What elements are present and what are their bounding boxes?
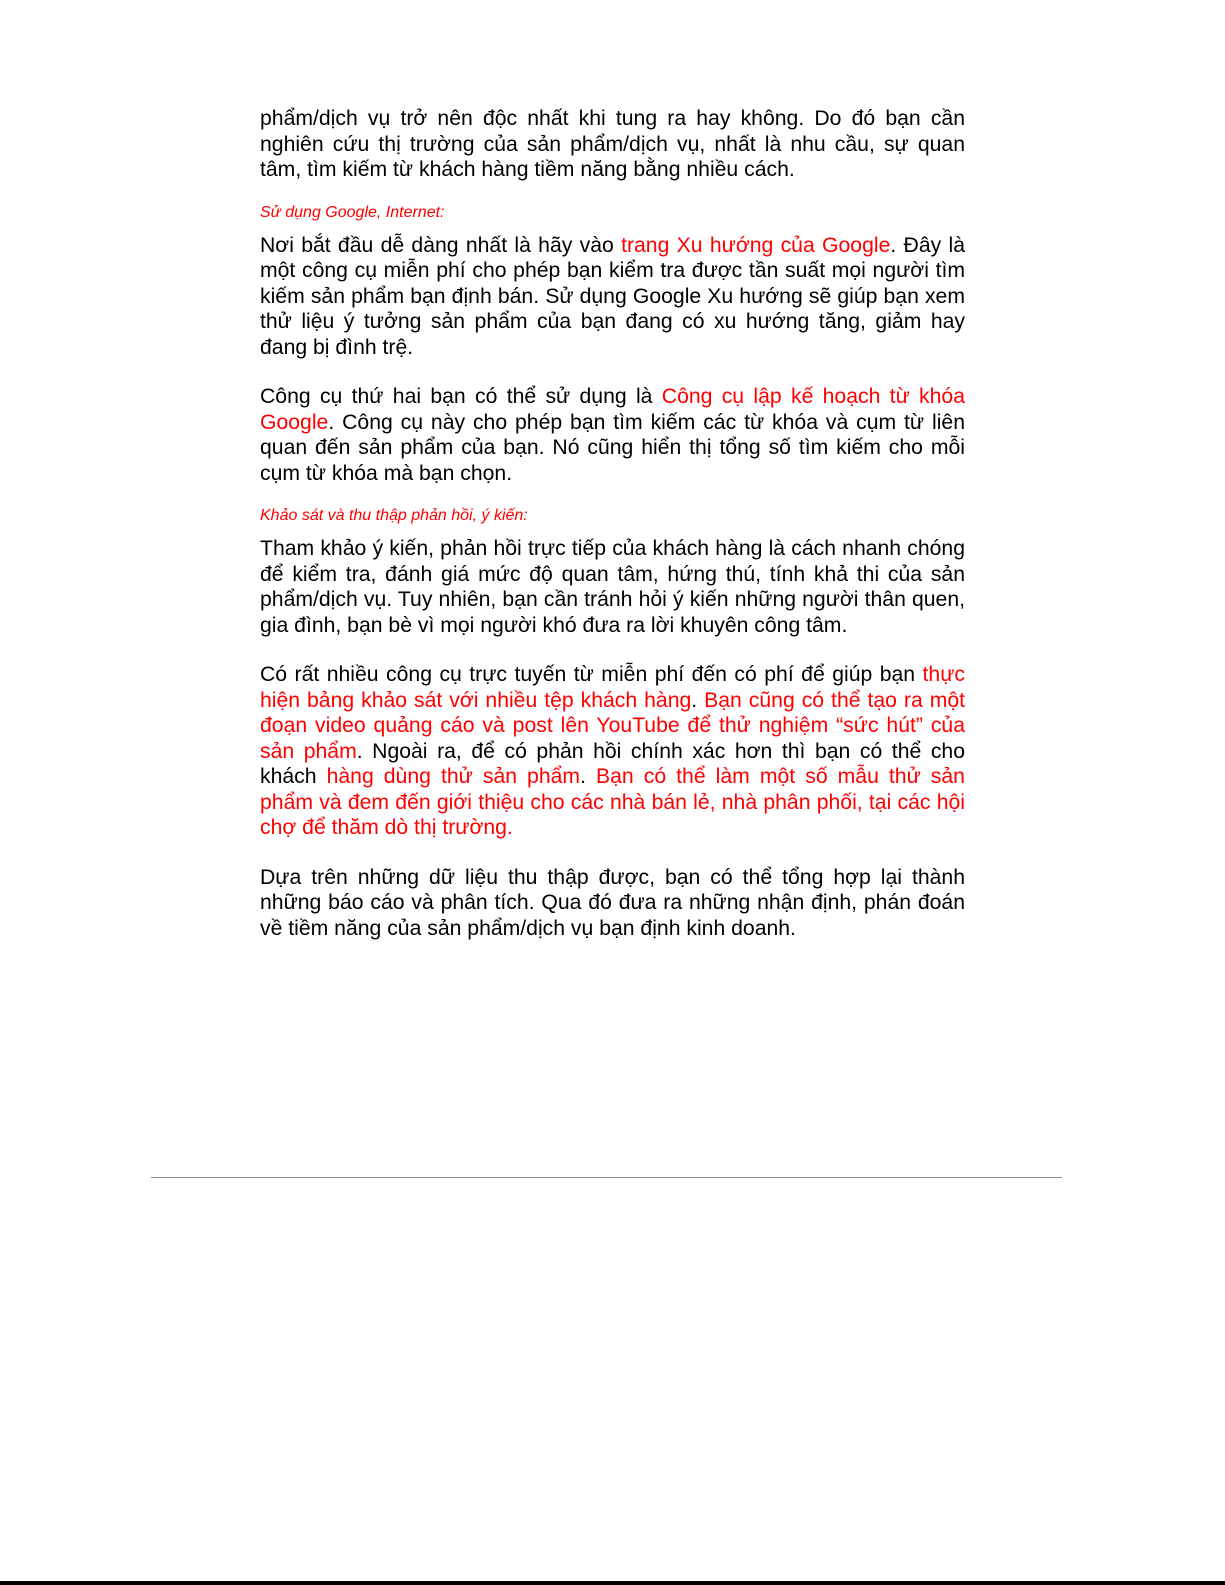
spacer [260,841,965,865]
spacer [260,183,965,203]
text-run: . [580,765,596,788]
subheading-survey-feedback: Khảo sát và thu thập phản hồi, ý kiến: [260,507,528,524]
document-body [260,106,965,941]
text-run: . [691,688,705,712]
paragraph-conclusion: Dựa trên những dữ liệu thu thập được, bạn có thể tổng hợp lại thành những báo cáo và phân tích. Qua đó đưa ra những nhận định, phán đoán về tiềm năng của sản phẩm/dịch vụ bạn định kinh doanh. [260,865,965,940]
paragraph-online-tools [260,662,965,841]
footer-divider [151,1177,1062,1178]
spacer [260,360,965,384]
link-product-samples[interactable]: Bạn có thể làm một số mẫu thử sản phẩm và đem đến giới thiệu cho các nhà bán lẻ, nhà phân phối, tại các hội chợ để thăm dò thị trường. [260,765,965,839]
text-run: Công cụ thứ hai bạn có thể sử dụng là [260,385,662,408]
text-run: Có rất nhiều công cụ trực tuyến từ miễn phí đến có phí để giúp bạn [260,663,923,686]
link-google-trends[interactable]: trang Xu hướng của Google [621,233,891,257]
paragraph-customer-feedback: Tham khảo ý kiến, phản hồi trực tiếp của khách hàng là cách nhanh chóng để kiểm tra, đánh giá mức độ quan tâm, hứng thú, tính khả thi của sản phẩm/dịch vụ. Tuy nhiên, bạn cần tránh hỏi ý kiến những người thân quen, gia đình, bạn bè vì mọi người khó đưa ra lời khuyên công tâm. [260,537,965,637]
paragraph-keyword-planner [260,384,965,486]
subheading-google-internet: Sử dụng Google, Internet: [260,203,445,221]
spacer [260,486,965,506]
spacer [260,223,965,233]
text-run: . Đây là một công cụ miễn phí cho phép bạn kiểm tra được tần suất mọi người tìm kiếm sản phẩm bạn định bán. Sử dụng Google Xu hướng sẽ giúp bạn xem thử liệu ý tưởng sản phẩm của bạn đang có xu hướng tăng, giảm hay đang bị đình trệ. [260,233,965,359]
spacer [260,526,965,536]
text-run: Nơi bắt đầu dễ dàng nhất là hãy vào [260,233,622,257]
link-youtube-video[interactable]: Bạn cũng có thể tạo ra một đoạn video quảng cáo và post lên YouTube để thử nghiệm “sức hút” của sản phẩm [260,688,966,763]
page-bottom-edge [0,1581,1225,1585]
paragraph-intro: phẩm/dịch vụ trở nên độc nhất khi tung ra hay không. Do đó bạn cần nghiên cứu thị trường của sản phẩm/dịch vụ, nhất là nhu cầu, sự quan tâm, tìm kiếm từ khách hàng tiềm năng bằng nhiều cách. [260,107,965,181]
paragraph-google-trends [260,233,965,361]
link-product-trial[interactable]: hàng dùng thử sản phẩm [326,765,581,788]
text-run: . Ngoài ra, để có phản hồi chính xác hơn thì bạn có thể cho khách [260,739,965,788]
spacer [260,638,965,662]
text-run: . Công cụ này cho phép bạn tìm kiếm các từ khóa và cụm từ liên quan đến sản phẩm của bạn. Nó cũng hiển thị tổng số tìm kiếm cho mỗi cụm từ khóa mà bạn chọn. [260,410,965,485]
link-keyword-planner[interactable]: Công cụ lập kế hoạch từ khóa Google [260,385,965,434]
link-survey[interactable]: thực hiện bảng khảo sát với nhiều tệp khách hàng [260,663,965,712]
